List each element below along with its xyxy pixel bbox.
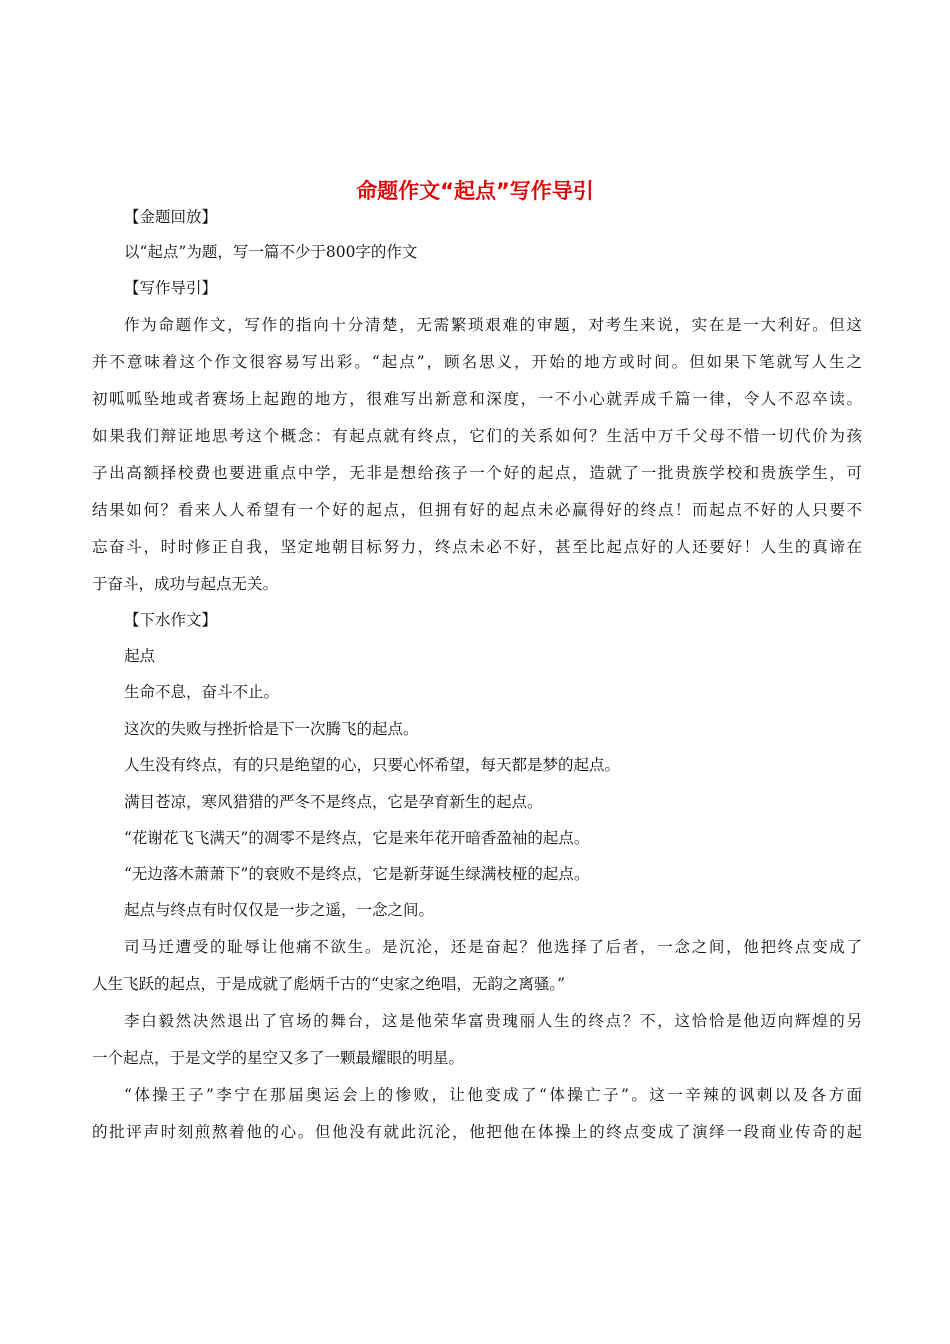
essay-paragraph: 起点与终点有时仅仅是一步之遥，一念之间。 (124, 901, 435, 919)
section-heading-guide: 【写作导引】 (124, 279, 218, 297)
essay-paragraph: “无边落木萧萧下”的衰败不是终点，它是新芽诞生绿满枝桠的起点。 (124, 865, 590, 883)
essay-paragraph-line: 的批评声时刻煎熬着他的心。但他没有就此沉沦，他把他在体操上的终点变成了演绎一段商业传奇的起 (92, 1123, 862, 1141)
essay-paragraph-line: “体操王子”李宁在那届奥运会上的惨败，让他变成了“体操亡子”。这一辛辣的讽刺以及各方面 (124, 1086, 862, 1104)
essay-paragraph: 人生没有终点，有的只是绝望的心，只要心怀希望，每天都是梦的起点。 (124, 756, 621, 774)
guide-paragraph-line: 于奋斗，成功与起点无关。 (92, 575, 279, 593)
question-text: 以“起点”为题，写一篇不少于800字的作文 (124, 243, 418, 261)
section-heading-question: 【金题回放】 (124, 208, 218, 226)
document-title: 命题作文“起点”写作导引 (356, 179, 594, 203)
essay-paragraph: “花谢花飞飞满天”的凋零不是终点，它是来年花开暗香盈袖的起点。 (124, 829, 590, 847)
guide-paragraph-line: 并不意味着这个作文很容易写出彩。“起点”，顾名思义，开始的地方或时间。但如果下笔就写人生之 (92, 353, 862, 371)
essay-paragraph-line: 人生飞跃的起点，于是成就了彪炳千古的“史家之绝唱，无韵之离骚。” (92, 975, 566, 993)
guide-paragraph-line: 忘奋斗，时时修正自我，坚定地朝目标努力，终点未必不好，甚至比起点好的人还要好！人生的真谛在 (92, 538, 862, 556)
guide-paragraph-line: 作为命题作文，写作的指向十分清楚，无需繁琐艰难的审题，对考生来说，实在是一大利好。但这 (124, 316, 862, 334)
essay-paragraph-line: 司马迁遭受的耻辱让他痛不欲生。是沉沦，还是奋起？他选择了后者，一念之间，他把终点变成了 (124, 938, 862, 956)
guide-paragraph-line: 初呱呱坠地或者赛场上起跑的地方，很难写出新意和深度，一不小心就弄成千篇一律，令人不忍卒读。 (92, 390, 862, 408)
essay-paragraph: 满目苍凉，寒风猎猎的严冬不是终点，它是孕育新生的起点。 (124, 793, 543, 811)
section-heading-sample: 【下水作文】 (124, 611, 218, 629)
essay-paragraph-line: 一个起点，于是文学的星空又多了一颗最耀眼的明星。 (92, 1049, 465, 1067)
essay-title: 起点 (124, 647, 156, 665)
guide-paragraph-line: 结果如何？看来人人希望有一个好的起点，但拥有好的起点未必赢得好的终点！而起点不好的人只要不 (92, 501, 862, 519)
essay-paragraph: 生命不息，奋斗不止。 (124, 683, 280, 701)
essay-paragraph: 这次的失败与挫折恰是下一次腾飞的起点。 (124, 720, 419, 738)
essay-paragraph-line: 李白毅然决然退出了官场的舞台，这是他荣华富贵瑰丽人生的终点？不，这恰恰是他迈向辉煌的另 (124, 1012, 862, 1030)
guide-paragraph-line: 如果我们辩证地思考这个概念：有起点就有终点，它们的关系如何？生活中万千父母不惜一切代价为孩 (92, 427, 862, 445)
guide-paragraph-line: 子出高额择校费也要进重点中学，无非是想给孩子一个好的起点，造就了一批贵族学校和贵族学生，可 (92, 464, 862, 482)
